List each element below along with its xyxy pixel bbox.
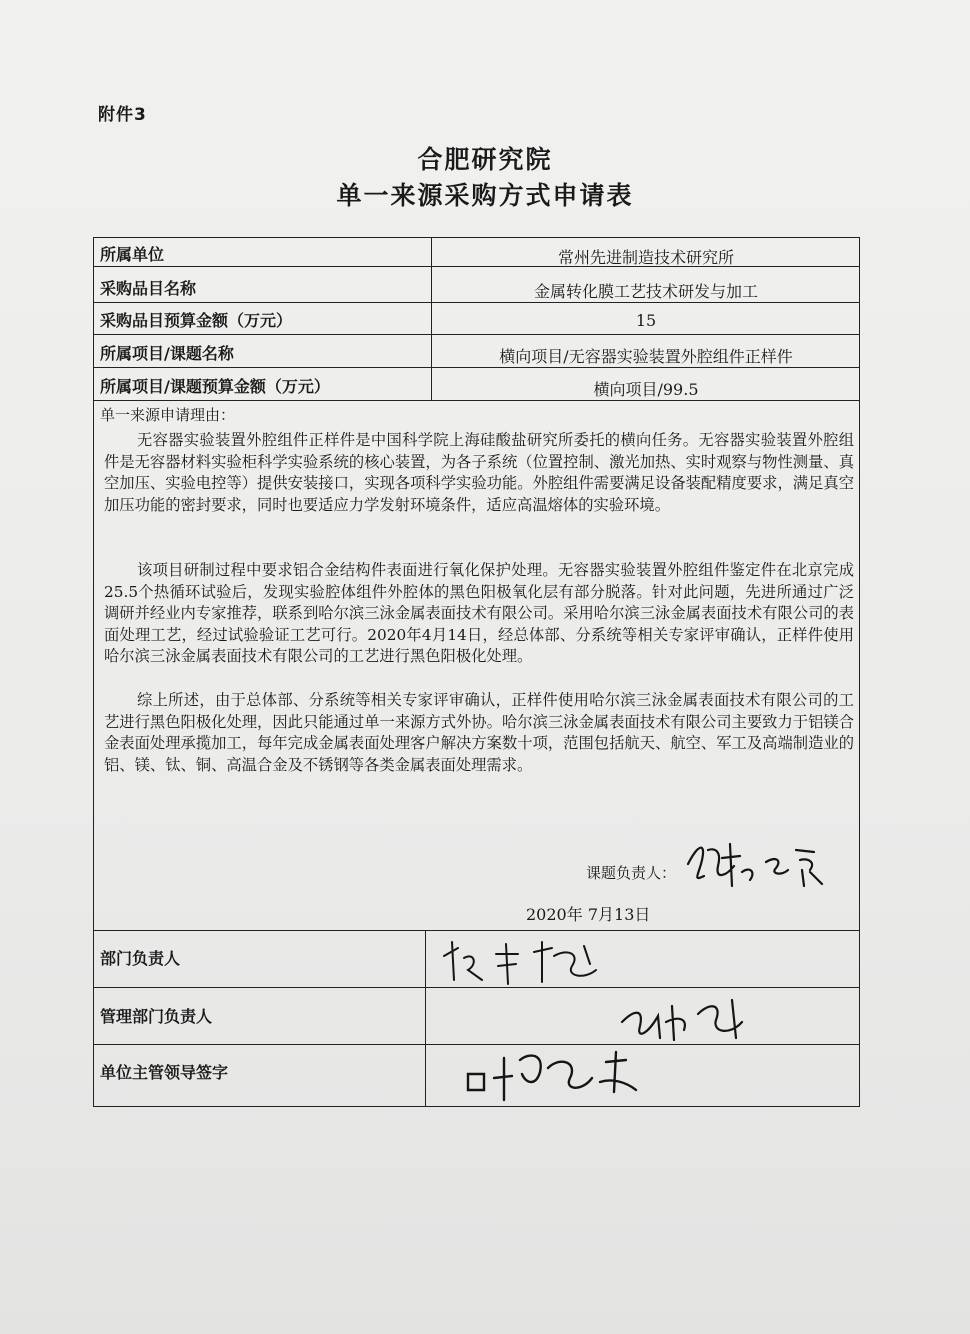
reason-heading: 单一来源申请理由： [100, 406, 236, 424]
unit-leader-signature [460, 1038, 660, 1102]
row-divider [94, 334, 859, 335]
institute-title: 合肥研究院 [417, 145, 553, 174]
department-head-signature [434, 936, 624, 992]
column-divider [425, 930, 426, 1106]
unit-leader-label: 单位主管领导签字 [100, 1063, 229, 1082]
project-lead-signature [684, 836, 834, 894]
item-name-label: 采购品目名称 [100, 279, 197, 298]
row-divider [94, 302, 859, 303]
project-budget-label: 所属项目/课题预算金额（万元） [100, 377, 330, 396]
date-year: 2020 [526, 905, 567, 924]
row-divider [94, 930, 859, 931]
management-head-signature [614, 986, 764, 1046]
project-budget-value: 横向项目/99.5 [593, 380, 699, 399]
date-month: 7 [587, 905, 599, 924]
attachment-label: 附件3 [98, 105, 147, 125]
project-name-label: 所属项目/课题名称 [100, 344, 234, 363]
reason-paragraph: 无容器实验装置外腔组件正样件是中国科学院上海硅酸盐研究所委托的横向任务。无容器实验装置外腔组件是无容器材料实验柜科学实验系统的核心装置，为各子系统（位置控制、激光加热、实时观察与物性测量、真空加压、实验电控等）提供安装接口，实现各项科学实验功能。外腔组件需要满足设备装配精度要求，满足真空加压功能的密封要求，同时也要适应力学发射环境条件，适应高温熔体的实验环境。 [104, 431, 854, 514]
date-day: 13 [614, 905, 635, 924]
item-budget-value: 15 [635, 311, 657, 330]
signing-date: 2020年 7月13日 [526, 905, 651, 924]
application-form [93, 237, 860, 1107]
row-divider [94, 367, 859, 368]
reason-paragraph: 综上所述，由于总体部、分系统等相关专家评审确认，正样件使用哈尔滨三泳金属表面技术有限公司的工艺进行黑色阳极化处理，因此只能通过单一来源方式外协。哈尔滨三泳金属表面技术有限公司主要致力于铝镁合金表面处理承揽加工，每年完成金属表面处理客户解决方案数十项，范围包括航天、航空、军工及高端制造业的铝、镁、钛、铜、高温合金及不锈钢等各类金属表面处理需求。 [104, 691, 854, 774]
department-head-label: 部门负责人 [100, 949, 181, 968]
management-head-label: 管理部门负责人 [100, 1007, 213, 1026]
item-name-value: 金属转化膜工艺技术研发与加工 [533, 282, 758, 301]
unit-label: 所属单位 [100, 245, 165, 264]
unit-value: 常州先进制造技术研究所 [557, 248, 734, 267]
form-title: 单一来源采购方式申请表 [336, 181, 634, 210]
item-budget-label: 采购品目预算金额（万元） [100, 311, 293, 330]
project-lead-label: 课题负责人： [586, 864, 677, 882]
project-name-value: 横向项目/无容器实验装置外腔组件正样件 [499, 347, 793, 366]
row-divider [94, 400, 859, 401]
reason-paragraph: 该项目研制过程中要求铝合金结构件表面进行氧化保护处理。无容器实验装置外腔组件鉴定件在北京完成25.5个热循环试验后，发现实验腔体组件外腔体的黑色阳极氧化层有部分脱落。针对此问题，先进所通过广泛调研并经业内专家推荐，联系到哈尔滨三泳金属表面技术有限公司。采用哈尔滨三泳金属表面技术有限公司的表面处理工艺，经过试验验证工艺可行。2020年4月14日，经总体部、分系统等相关专家评审确认，正样件使用哈尔滨三泳金属表面技术有限公司的工艺进行黑色阳极化处理。 [104, 561, 854, 666]
